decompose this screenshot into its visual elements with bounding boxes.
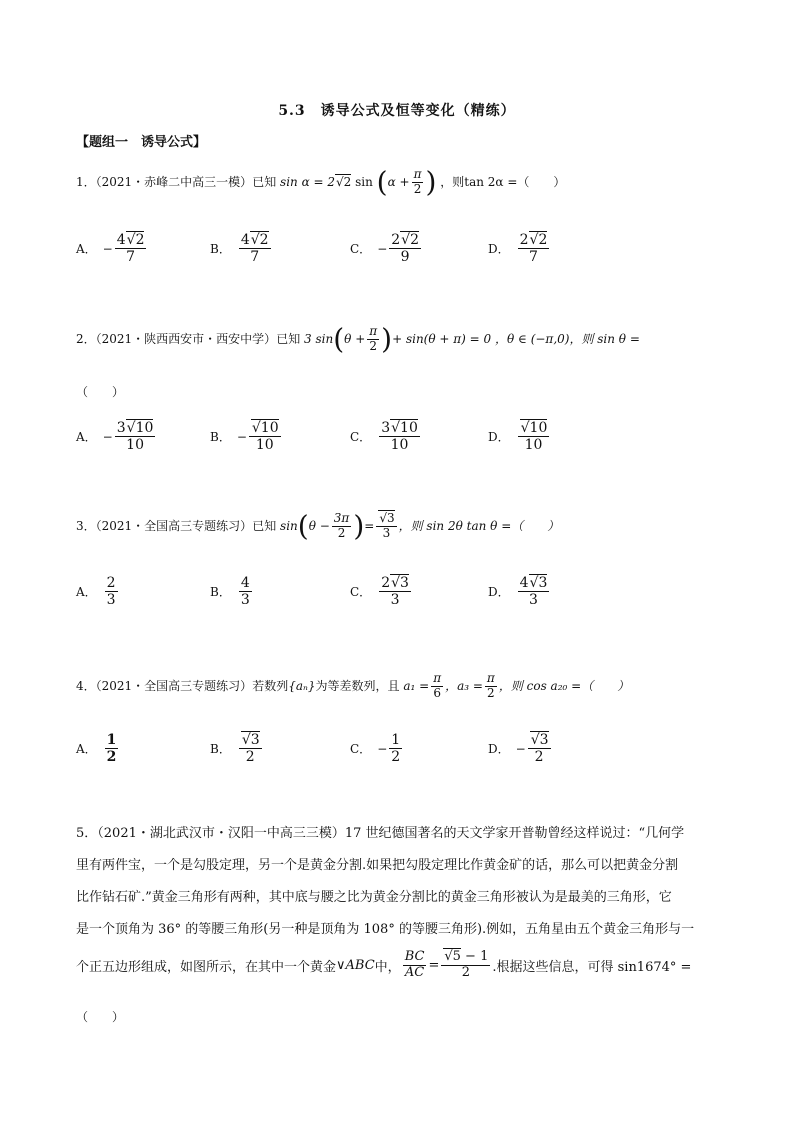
q3-option-c[interactable]: C． $\frac{2√3}{3}$ <box>350 575 409 609</box>
question-number: 4． <box>76 678 96 693</box>
q3-option-d[interactable]: D． $\frac{4√3}{3}$ <box>488 575 548 609</box>
q1-option-c[interactable]: C． − $\frac{2√2}{9}$ <box>350 232 419 266</box>
section-heading: 【题组一 诱导公式】 <box>76 135 207 150</box>
question-4-stem: 4．（2021・全国高三专题练习）若数列{aₙ}为等差数列，且 a₁ = $\frac{\pi}{6}$ ，a₃ = $\frac{\pi}{2}$ ，则 cos a₂₀ =（ ） <box>76 671 630 700</box>
q3-option-b[interactable]: B． $\frac{4}{3}$ <box>210 575 250 609</box>
q2-option-a[interactable]: A． − $\frac{3√10}{10}$ <box>76 420 154 454</box>
q4-option-d[interactable]: D． − $\frac{√3}{2}$ <box>488 732 549 766</box>
question-2-paren: （ ） <box>76 385 125 399</box>
q1-option-d[interactable]: D． $\frac{2√2}{7}$ <box>488 232 548 266</box>
q5-line-3: 比作钻石矿.”黄金三角形有两种，其中底与腰之比为黄金分割比的黄金三角形被认为是最美的三角形，它 <box>76 890 672 905</box>
question-number: 2． <box>76 331 96 346</box>
q1-option-b[interactable]: B． $\frac{4√2}{7}$ <box>210 232 269 266</box>
question-source: （2021・陕西西安市・西安中学） <box>95 331 277 346</box>
q4-option-b[interactable]: B． $\frac{√3}{2}$ <box>210 732 260 766</box>
question-source: （2021・全国高三专题练习） <box>95 678 253 693</box>
q1-option-a[interactable]: A． − $\frac{4√2}{7}$ <box>76 232 145 266</box>
page-title: 5.3 诱导公式及恒等变化（精练） <box>278 103 516 119</box>
question-3-stem: 3．（2021・全国高三专题练习）已知 sin(θ − $\frac{3\pi}{2}$ )= $\frac{√3}{3}$ ，则 sin 2θ tan θ =（ ） <box>76 509 560 543</box>
question-number: 1． <box>76 174 96 189</box>
question-source: （2021・赤峰二中高三一模） <box>95 174 253 189</box>
q3-option-a[interactable]: A． $\frac{2}{3}$ <box>76 575 116 609</box>
q5-line-2: 里有两件宝，一个是勾股定理，另一个是黄金分割.如果把勾股定理比作黄金矿的话，那么可以把黄金分割 <box>76 858 679 873</box>
question-source: （2021・全国高三专题练习） <box>95 518 253 533</box>
q2-option-d[interactable]: D． $\frac{√10}{10}$ <box>488 420 548 454</box>
question-number: 3． <box>76 518 96 533</box>
q4-option-a[interactable]: A． $\frac{1}{2}$ <box>76 732 117 766</box>
question-1-stem: 1．（2021・赤峰二中高三一模）已知 sin α = 2√2 sin (α + $\frac{\pi}{2}$ ) ，则tan 2α =（ ） <box>76 165 566 199</box>
question-2-stem: 2．（2021・陕西西安市・西安中学）已知 3 sin(θ + $\frac{\pi}{2}$ )+ sin(θ + π) = 0 ，θ ∈ (−π,0)，则 sin θ = <box>76 322 640 356</box>
q5-line-1: 5．（2021・湖北武汉市・汉阳一中高三三模）17 世纪德国著名的天文学家开普勒曾经这样说过：“几何学 <box>76 826 685 841</box>
question-5-paren: （ ） <box>76 1010 125 1024</box>
q2-option-b[interactable]: B． − $\frac{√10}{10}$ <box>210 420 279 454</box>
q5-line-4: 是一个顶角为 36° 的等腰三角形(另一种是顶角为 108° 的等腰三角形).例如，五角星由五个黄金三角形与一 <box>76 922 695 937</box>
q2-option-c[interactable]: C． $\frac{3√10}{10}$ <box>350 420 418 454</box>
q5-line-5: 个正五边形组成，如图所示，在其中一个黄金 ∨ABC 中， $\frac{BC}{AC}$ = $\frac{√5 - 1}{2}$ .根据这些信息，可得 sin1674° = <box>76 949 692 980</box>
q4-option-c[interactable]: C． − $\frac{1}{2}$ <box>350 732 401 766</box>
